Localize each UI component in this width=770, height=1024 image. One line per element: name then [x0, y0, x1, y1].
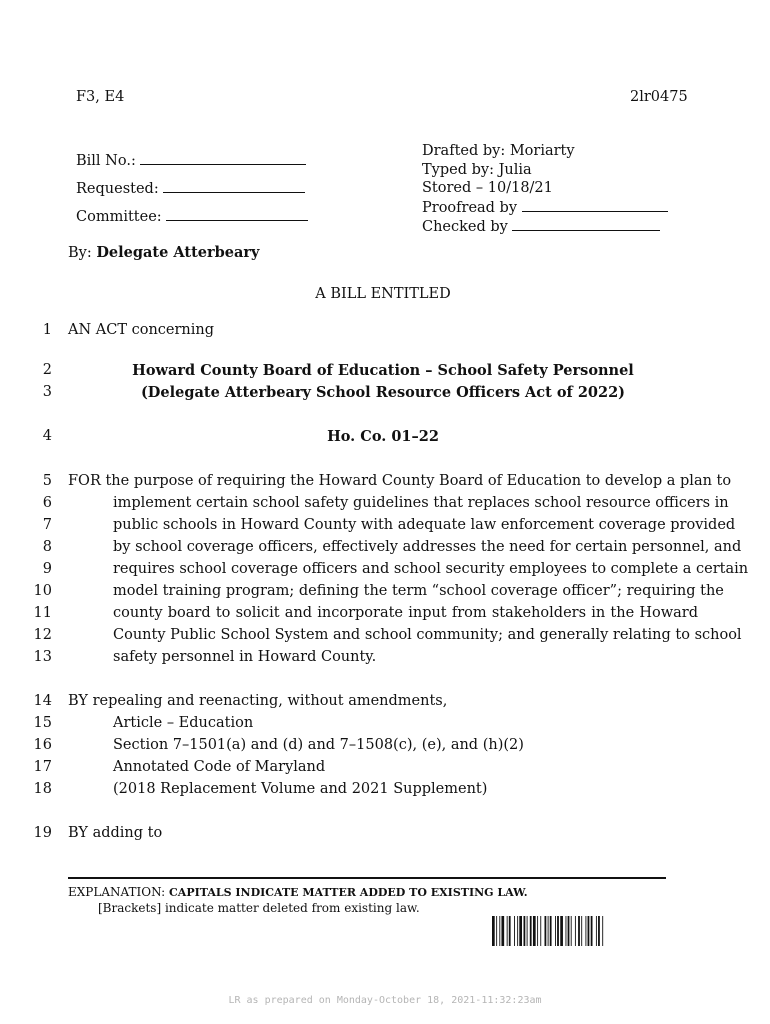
line-number: 3	[42, 384, 52, 400]
purpose-line: implement certain school safety guidelines that replaces school resource officers in	[113, 495, 729, 511]
purpose-line: requires school coverage officers and school security employees to complete a certain	[113, 561, 749, 577]
checked-blank	[512, 218, 660, 231]
section-line: Section 7–1501(a) and (d) and 7–1508(c), (e), and (h)(2)	[113, 737, 524, 753]
committee-row	[76, 208, 308, 225]
typed-by: Typed by: Julia	[422, 162, 532, 178]
requested-blank	[163, 180, 305, 193]
line-number: 6	[42, 495, 52, 511]
sponsor-name: Delegate Atterbeary	[96, 244, 260, 261]
line-number: 19	[33, 825, 52, 841]
requested-row	[76, 180, 305, 197]
bill-no-blank	[140, 152, 306, 165]
requested-label: Requested:	[76, 181, 159, 197]
checked-row	[422, 218, 660, 235]
purpose-line: FOR the purpose of requiring the Howard County Board of Education to develop a plan to	[68, 473, 732, 489]
line-number: 2	[42, 362, 52, 378]
explanation-label: EXPLANATION:	[68, 885, 166, 899]
line-number: 1	[42, 322, 52, 338]
line-number: 7	[42, 517, 52, 533]
line-number: 5	[42, 473, 52, 489]
purpose-line: County Public School System and school community; and generally relating to school	[113, 627, 742, 643]
explanation-divider	[68, 877, 666, 879]
line-number: 16	[33, 737, 52, 753]
purpose-line: by school coverage officers, effectively addresses the need for certain personnel, and	[113, 539, 742, 555]
line-number: 15	[33, 715, 52, 731]
line-number: 10	[33, 583, 52, 599]
bill-codes: F3, E4	[76, 89, 125, 105]
purpose-line: county board to solicit and incorporate input from stakeholders in the Howard	[113, 605, 698, 621]
adding-heading: BY adding to	[68, 825, 163, 841]
act-concerning: AN ACT concerning	[68, 322, 215, 338]
sponsor-prefix: By:	[68, 245, 92, 261]
article-line: Article – Education	[113, 715, 254, 731]
stored-date: Stored – 10/18/21	[422, 180, 553, 196]
sponsor-line	[68, 244, 259, 261]
line-number: 17	[33, 759, 52, 775]
capitals-note: CAPITALS INDICATE MATTER ADDED TO EXISTING LAW.	[169, 886, 528, 899]
drafted-by: Drafted by: Moriarty	[422, 143, 575, 159]
proofread-blank	[522, 199, 668, 212]
line-number: 18	[33, 781, 52, 797]
line-number: 11	[33, 605, 52, 621]
line-number: 4	[42, 428, 52, 444]
line-number: 8	[42, 539, 52, 555]
purpose-line: model training program; defining the term “school coverage officer”; requiring the	[113, 583, 724, 599]
bill-no-label: Bill No.:	[76, 153, 136, 169]
committee-label: Committee:	[76, 209, 162, 225]
bill-no-row	[76, 152, 306, 169]
footer-prepared-stamp: LR as prepared on Monday-October 18, 2021-11:32:23am	[228, 995, 542, 1006]
explanation-line	[68, 885, 528, 899]
line-number: 9	[42, 561, 52, 577]
line-number: 12	[33, 627, 52, 643]
bill-title: Howard County Board of Education – School Safety Personnel	[132, 362, 634, 379]
code-line: Annotated Code of Maryland	[113, 759, 326, 775]
bill-reference: 2lr0475	[630, 89, 688, 105]
proofread-label: Proofread by	[422, 200, 518, 216]
line-number: 14	[33, 693, 52, 709]
checked-label: Checked by	[422, 219, 508, 235]
bill-short-title: (Delegate Atterbeary School Resource Officers Act of 2022)	[140, 384, 626, 401]
volume-line: (2018 Replacement Volume and 2021 Supplement)	[113, 781, 488, 797]
purpose-line: safety personnel in Howard County.	[113, 649, 377, 665]
purpose-line: public schools in Howard County with adequate law enforcement coverage provided	[113, 517, 736, 533]
proofread-row	[422, 199, 668, 216]
line-number: 13	[33, 649, 52, 665]
committee-blank	[166, 208, 308, 221]
bill-local-number: Ho. Co. 01–22	[327, 428, 439, 445]
bill-entitled-heading: A BILL ENTITLED	[315, 286, 451, 302]
brackets-note: [Brackets] indicate matter deleted from existing law.	[98, 901, 420, 915]
barcode-image	[492, 916, 682, 946]
repeal-heading: BY repealing and reenacting, without amendments,	[68, 693, 448, 709]
